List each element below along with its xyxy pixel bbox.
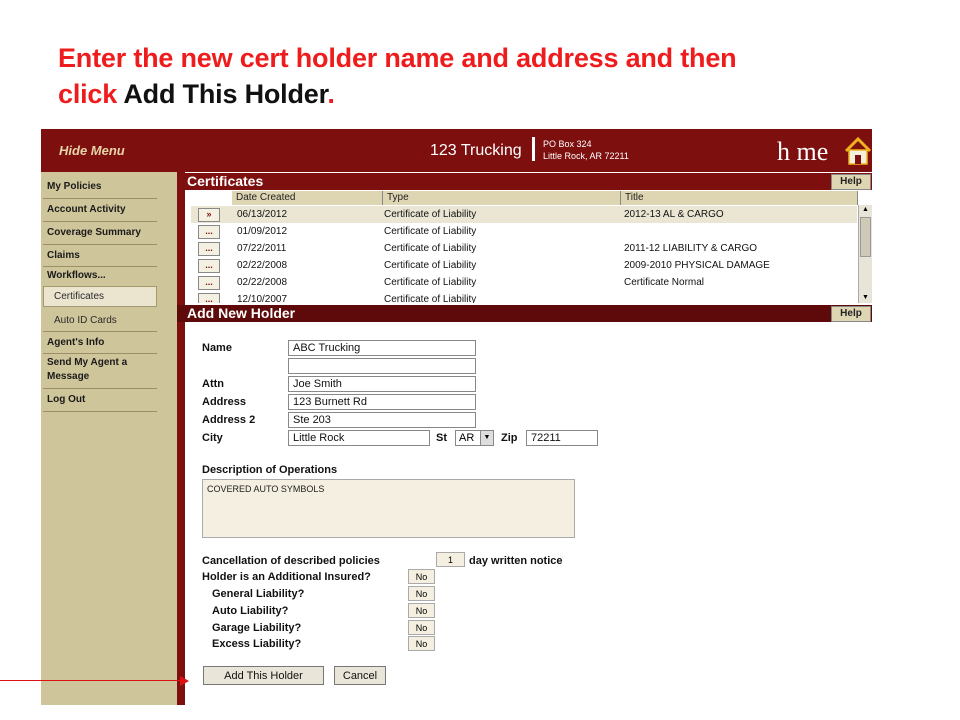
add-holder-heading: Add New Holder	[177, 305, 872, 322]
row-open-button[interactable]: »	[198, 208, 220, 222]
certificate-row[interactable]	[191, 274, 857, 291]
sidebar-item-account-activity[interactable]: Account Activity	[47, 204, 126, 215]
company-address-line2: Little Rock, AR 72211	[543, 151, 629, 161]
sidebar-item-log-out[interactable]: Log Out	[47, 394, 86, 405]
sidebar-divider	[43, 244, 157, 245]
general-liability-select[interactable]: No	[408, 586, 435, 601]
sidebar-item-coverage-summary[interactable]: Coverage Summary	[47, 227, 141, 238]
scrollbar-thumb[interactable]	[860, 217, 871, 257]
name-line2-input[interactable]	[288, 358, 476, 374]
cancellation-label: Cancellation of described policies	[202, 555, 380, 567]
house-icon	[846, 139, 870, 164]
sidebar-divider	[43, 198, 157, 199]
auto-liability-select[interactable]: No	[408, 603, 435, 618]
row-type: Certificate of Liability	[384, 243, 477, 254]
row-date: 12/10/2007	[237, 294, 288, 303]
home-logo-graphic	[777, 134, 872, 168]
name-input[interactable]: ABC Trucking	[288, 340, 476, 356]
top-bar	[41, 129, 872, 172]
attn-input[interactable]: Joe Smith	[288, 376, 476, 392]
instruction-line2-suffix: .	[327, 79, 335, 109]
city-label: City	[202, 432, 223, 444]
sidebar-item-workflows[interactable]: Workflows...	[47, 270, 106, 281]
row-title: 2009-2010 PHYSICAL DAMAGE	[624, 260, 770, 271]
row-title: 2012-13 AL & CARGO	[624, 209, 724, 220]
instruction-text	[58, 40, 878, 112]
cancellation-suffix: day written notice	[469, 555, 563, 567]
sidebar-divider	[43, 388, 157, 389]
column-header-title[interactable]: Title	[621, 191, 858, 205]
instruction-line2-prefix: click	[58, 79, 118, 109]
name-label: Name	[202, 342, 232, 354]
row-type: Certificate of Liability	[384, 294, 477, 303]
row-type: Certificate of Liability	[384, 226, 477, 237]
certificates-scrollbar[interactable]	[858, 205, 872, 303]
certificates-help-button[interactable]: Help	[831, 174, 871, 190]
add-this-holder-button[interactable]: Add This Holder	[203, 666, 324, 685]
certificate-row[interactable]	[191, 223, 857, 240]
sidebar-item-agents-info[interactable]: Agent's Info	[47, 337, 105, 348]
sidebar-item-auto-id-cards[interactable]: Auto ID Cards	[54, 315, 117, 326]
row-date: 07/22/2011	[237, 243, 287, 254]
general-liability-label: General Liability?	[212, 588, 305, 600]
instruction-highlight: Add This Holder	[123, 79, 328, 109]
row-type: Certificate of Liability	[384, 277, 477, 288]
chevron-down-icon[interactable]: ▼	[480, 431, 493, 445]
cancellation-days-input[interactable]: 1	[436, 552, 465, 567]
excess-liability-label: Excess Liability?	[212, 638, 302, 650]
row-open-button[interactable]: ...	[198, 293, 220, 303]
additional-insured-select[interactable]: No	[408, 569, 435, 584]
pointer-arrow-line	[0, 680, 184, 681]
sidebar-divider	[43, 266, 157, 267]
certificate-row[interactable]	[191, 206, 857, 223]
row-open-button[interactable]: ...	[198, 242, 220, 256]
instruction-line2	[58, 76, 878, 112]
zip-input[interactable]: 72211	[526, 430, 598, 446]
row-open-button[interactable]: ...	[198, 259, 220, 273]
sidebar-item-send-agent-message[interactable]: Send My Agent a	[47, 357, 128, 368]
row-type: Certificate of Liability	[384, 260, 477, 271]
scroll-up-icon[interactable]: ▲	[862, 206, 869, 213]
main-left-border	[177, 172, 185, 705]
additional-insured-label: Holder is an Additional Insured?	[202, 571, 371, 583]
row-open-button[interactable]: ...	[198, 276, 220, 290]
sidebar-divider	[43, 411, 157, 412]
certificate-row[interactable]	[191, 257, 857, 274]
row-title: Certificate Normal	[624, 277, 705, 288]
header-divider	[532, 137, 535, 161]
description-label: Description of Operations	[202, 464, 338, 476]
scroll-down-icon[interactable]: ▼	[862, 294, 869, 301]
garage-liability-select[interactable]: No	[408, 620, 435, 635]
home-logo[interactable]	[777, 134, 872, 168]
company-name: 123 Trucking	[430, 142, 522, 159]
zip-label: Zip	[501, 432, 518, 444]
state-select[interactable]	[455, 430, 494, 446]
instruction-line1: Enter the new cert holder name and address and then	[58, 43, 737, 73]
state-label: St	[436, 432, 447, 444]
pointer-arrow-icon	[180, 676, 189, 686]
company-address-line1: PO Box 324	[543, 139, 592, 149]
row-title: 2011-12 LIABILITY & CARGO	[624, 243, 758, 254]
certificates-heading: Certificates	[177, 173, 872, 190]
hide-menu-link[interactable]: Hide Menu	[59, 143, 125, 158]
row-date: 02/22/2008	[237, 260, 288, 271]
garage-liability-label: Garage Liability?	[212, 622, 302, 634]
address2-label: Address 2	[202, 414, 256, 426]
attn-label: Attn	[202, 378, 224, 390]
auto-liability-label: Auto Liability?	[212, 605, 289, 617]
cancel-button[interactable]: Cancel	[334, 666, 386, 685]
sidebar-divider	[43, 353, 157, 354]
app-window	[41, 129, 872, 705]
row-date: 06/13/2012	[237, 209, 288, 220]
sidebar-divider	[43, 221, 157, 222]
address-input[interactable]: 123 Burnett Rd	[288, 394, 476, 410]
sidebar	[41, 172, 185, 705]
row-date: 01/09/2012	[237, 226, 288, 237]
sidebar-item-certificates[interactable]: Certificates	[54, 291, 105, 302]
row-open-button[interactable]: ...	[198, 225, 220, 239]
sidebar-item-send-agent-message-line2[interactable]: Message	[47, 371, 90, 382]
sidebar-divider	[43, 331, 157, 332]
address2-input[interactable]: Ste 203	[288, 412, 476, 428]
column-header-type[interactable]: Type	[383, 191, 621, 205]
excess-liability-select[interactable]: No	[408, 636, 435, 651]
state-select-value: AR	[459, 432, 475, 444]
row-date: 02/22/2008	[237, 277, 288, 288]
home-logo-text: h me	[777, 137, 829, 166]
address-label: Address	[202, 396, 247, 408]
sidebar-item-my-policies[interactable]: My Policies	[47, 181, 102, 192]
city-input[interactable]: Little Rock	[288, 430, 430, 446]
row-type: Certificate of Liability	[384, 209, 477, 220]
certificate-row[interactable]	[191, 240, 857, 257]
sidebar-item-claims[interactable]: Claims	[47, 250, 80, 261]
add-holder-help-button[interactable]: Help	[831, 306, 871, 322]
certificate-row[interactable]	[191, 291, 857, 303]
column-header-date[interactable]: Date Created	[232, 191, 383, 205]
description-textarea[interactable]: COVERED AUTO SYMBOLS	[202, 479, 575, 538]
